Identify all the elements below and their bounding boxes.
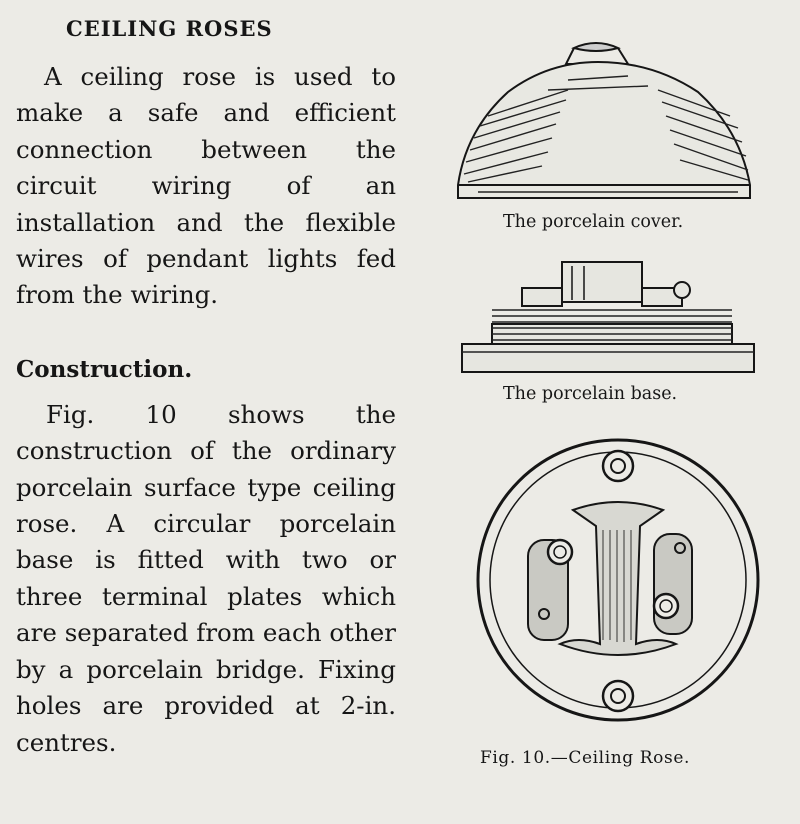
construction-heading: Construction.	[16, 355, 193, 383]
base-caption: The porcelain base.	[503, 384, 678, 404]
intro-paragraph: A ceiling rose is used to make a safe and efficient connection between the circuit wiring of an installation and the flexible wires of pendant lights fed from the wiring.	[16, 62, 396, 310]
cover-caption: The porcelain cover.	[503, 212, 684, 232]
porcelain-base-illustration	[452, 252, 792, 382]
porcelain-cover-illustration	[448, 20, 798, 210]
text-column	[16, 8, 396, 761]
section-heading: CEILING ROSES	[66, 16, 273, 41]
figure-caption: Fig. 10.—Ceiling Rose.	[480, 748, 690, 768]
porcelain-base-top-illustration	[468, 430, 768, 730]
construction-paragraph: Fig. 10 shows the construction of the ordinary porcelain surface type ceiling rose. A circular porcelain base is fitted with two or three terminal plates which are separated from each other by a porcelain bridge. Fixing holes are provided at 2-in. centres.	[16, 399, 396, 757]
